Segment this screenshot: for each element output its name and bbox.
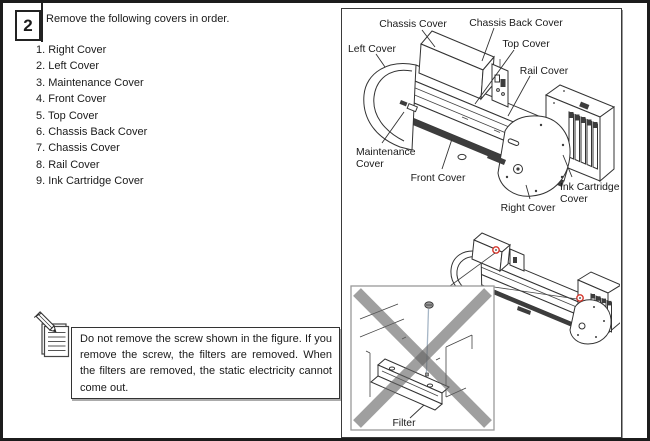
note-box xyxy=(71,327,340,399)
label-rail-cover: Rail Cover xyxy=(519,66,569,77)
diagram-panel xyxy=(341,8,622,438)
printer-illustration-top xyxy=(364,31,614,196)
step-number-box xyxy=(15,10,41,41)
label-top-cover: Top Cover xyxy=(502,39,550,50)
label-ink-cartridge-cover-line1: Ink Cartridge xyxy=(560,182,620,193)
cover-list-item: 7. Chassis Cover xyxy=(36,142,120,155)
cover-list-item: 9. Ink Cartridge Cover xyxy=(36,175,144,188)
cover-list-item: 6. Chassis Back Cover xyxy=(36,125,148,138)
label-right-cover: Right Cover xyxy=(500,203,556,214)
label-chassis-back-cover: Chassis Back Cover xyxy=(469,18,563,29)
cover-list-item: 5. Top Cover xyxy=(36,109,99,122)
label-maintenance-cover-line1: Maintenance xyxy=(356,147,416,158)
printer-diagram xyxy=(342,9,620,436)
label-ink-cartridge-cover-line2: Cover xyxy=(560,194,588,205)
cover-list-item: 3. Maintenance Cover xyxy=(36,76,144,89)
step-number: 2 xyxy=(23,15,33,35)
cover-list-item: 4. Front Cover xyxy=(36,93,107,106)
memo-pencil-icon xyxy=(34,311,74,359)
cover-list xyxy=(36,42,316,190)
step-instruction: Remove the following covers in order. xyxy=(46,13,230,25)
label-chassis-cover: Chassis Cover xyxy=(379,19,447,30)
cover-list-item: 2. Left Cover xyxy=(36,60,99,73)
cover-list-item: 8. Rail Cover xyxy=(36,158,100,171)
note-text: Do not remove the screw shown in the figure. If you remove the screw, the filters are removed. When the filters are removed, the static electricity cannot come out. xyxy=(80,333,332,394)
chassis-back-cover-bracket xyxy=(492,59,508,107)
step-divider xyxy=(41,3,43,42)
label-front-cover: Front Cover xyxy=(410,173,466,184)
cover-list-item: 1. Right Cover xyxy=(36,44,107,56)
filter-inset xyxy=(351,286,494,430)
label-maintenance-cover-line2: Cover xyxy=(356,159,384,170)
label-left-cover: Left Cover xyxy=(348,44,396,55)
label-filter: Filter xyxy=(392,418,416,429)
